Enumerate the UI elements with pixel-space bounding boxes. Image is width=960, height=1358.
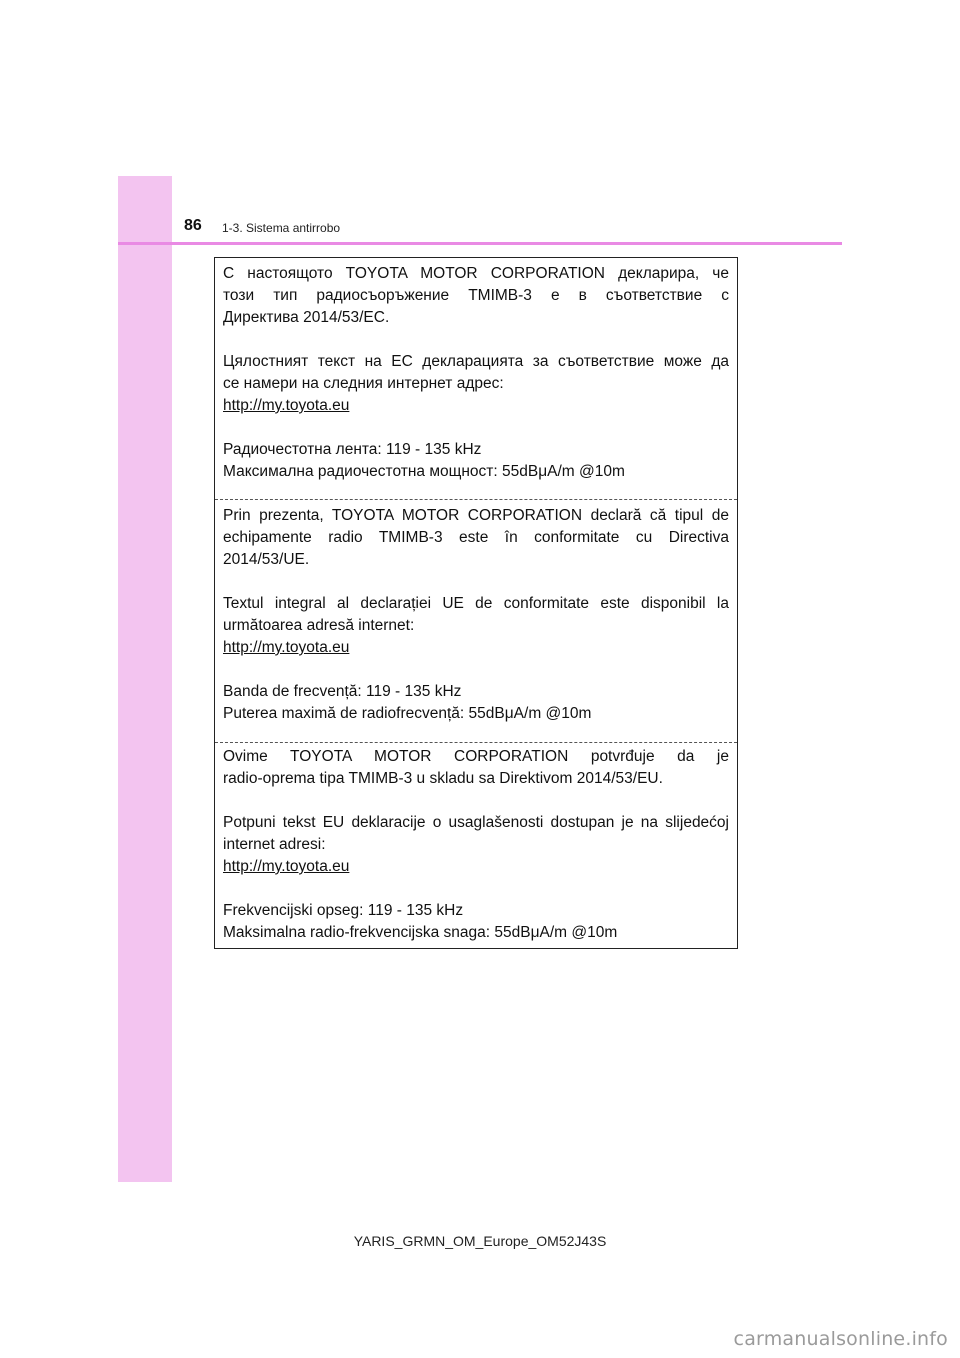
max-power: Puterea maximă de radiofrecvență: 55dBμA/m @10m bbox=[223, 705, 592, 722]
text-line: този тип радиосъоръжение TMIMB-3 е в съответствие с bbox=[223, 287, 729, 304]
text-line: С настоящото TOYOTA MOTOR CORPORATION декларира, че bbox=[223, 265, 729, 282]
text-line: се намери на следния интернет адрес: bbox=[223, 375, 504, 392]
text-line: următoarea adresă internet: bbox=[223, 617, 415, 634]
frequency-band: Frekvencijski opseg: 119 - 135 kHz bbox=[223, 902, 464, 919]
max-power: Максимална радиочестотна мощност: 55dBμA/m @10m bbox=[223, 463, 625, 480]
declaration-croatian bbox=[215, 746, 737, 944]
declaration-link[interactable]: http://my.toyota.eu bbox=[223, 639, 350, 656]
text-line: Potpuni tekst EU deklaracije o usaglašenosti dostupan je na slijedećoj bbox=[223, 814, 729, 831]
site-watermark: carmanualsonline.info bbox=[733, 1328, 948, 1350]
page-number: 86 bbox=[184, 217, 202, 234]
text-line: Textul integral al declarației UE de conformitate este disponibil la bbox=[223, 595, 729, 612]
text-line: radio-oprema tipa TMIMB-3 u skladu sa Direktivom 2014/53/EU. bbox=[223, 770, 663, 787]
declaration-paragraph bbox=[223, 746, 729, 944]
text-line: Директива 2014/53/ЕС. bbox=[223, 309, 390, 326]
declaration-link[interactable]: http://my.toyota.eu bbox=[223, 858, 350, 875]
text-line: Цялостният текст на ЕС декларацията за съответствие може да bbox=[223, 353, 729, 370]
frequency-band: Banda de frecvență: 119 - 135 kHz bbox=[223, 683, 462, 700]
declaration-paragraph bbox=[223, 263, 729, 483]
section-title: 1-3. Sistema antirrobo bbox=[222, 221, 341, 235]
max-power: Maksimalna radio-frekvencijska snaga: 55dBμA/m @10m bbox=[223, 924, 618, 941]
side-tab-strip bbox=[118, 176, 172, 1182]
text-line: 2014/53/UE. bbox=[223, 551, 310, 568]
declaration-bulgarian bbox=[215, 263, 737, 483]
declaration-link[interactable]: http://my.toyota.eu bbox=[223, 397, 350, 414]
header-rule bbox=[118, 242, 842, 245]
text-line: internet adresi: bbox=[223, 836, 326, 853]
section-divider bbox=[215, 742, 737, 743]
section-divider bbox=[215, 499, 737, 500]
text-line: Ovime TOYOTA MOTOR CORPORATION potvrđuje da je bbox=[223, 748, 729, 765]
declaration-romanian bbox=[215, 505, 737, 725]
declaration-box bbox=[214, 257, 738, 949]
document-id-footer: YARIS_GRMN_OM_Europe_OM52J43S bbox=[353, 1233, 607, 1249]
text-line: Prin prezenta, TOYOTA MOTOR CORPORATION declară că tipul de bbox=[223, 507, 729, 524]
declaration-paragraph bbox=[223, 505, 729, 725]
frequency-band: Радиочестотна лента: 119 - 135 kHz bbox=[223, 441, 482, 458]
text-line: echipamente radio TMIMB-3 este în conformitate cu Directiva bbox=[223, 529, 729, 546]
